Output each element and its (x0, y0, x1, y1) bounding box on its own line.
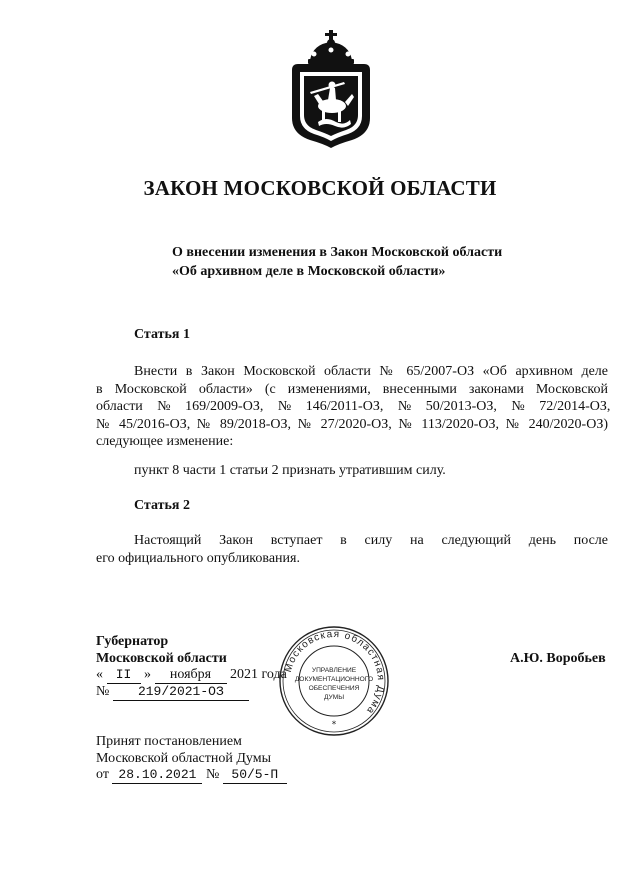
article-2-line-1: Настоящий Закон вступает в силу на следующий день после (134, 533, 608, 548)
governor-role-line-1: Губернатор (96, 634, 169, 649)
article-1-line-4: № 45/2016-ОЗ, № 89/2018-ОЗ, № 27/2020-ОЗ, № 113/2020-ОЗ, № 240/2020-ОЗ) (96, 416, 608, 432)
article-1-line-1: Внести в Закон Московской области № 65/2007-ОЗ «Об архивном деле (134, 364, 608, 379)
article-1-line-2: в Московской области» (с изменениями, внесенными законами Московской (96, 381, 608, 397)
article-1-line-5: следующее изменение: (96, 434, 234, 449)
adopted-date-prefix: от (96, 767, 109, 782)
stamp-ring-text: Московская областная Дума (282, 628, 387, 717)
article-2-heading: Статья 2 (134, 498, 190, 513)
date-year: 2021 года (230, 667, 287, 682)
adopted-resolution (96, 766, 287, 784)
subtitle-line-1: О внесении изменения в Закон Московской области (172, 245, 503, 260)
law-title: ЗАКОН МОСКОВСКОЙ ОБЛАСТИ (143, 176, 497, 200)
adopted-line-2: Московской областной Думы (96, 751, 271, 766)
date-day: II (107, 666, 141, 684)
date-month: ноября (155, 666, 227, 684)
article-1-item: пункт 8 части 1 статьи 2 признать утратившим силу. (134, 463, 446, 478)
subtitle-line-2: «Об архивном деле в Московской области» (172, 264, 446, 279)
law-number-value: 219/2021-ОЗ (113, 683, 249, 701)
official-stamp (278, 625, 390, 737)
signature-date (96, 666, 287, 684)
article-2-line-2: его официального опубликования. (96, 550, 300, 566)
svg-text:*: * (331, 720, 337, 730)
law-number-label: № (96, 684, 110, 699)
stamp-center-line-4: ДУМЫ (323, 694, 345, 701)
coat-of-arms-emblem (288, 30, 374, 148)
law-number (96, 683, 249, 701)
adopted-number-label: № (205, 767, 220, 782)
adopted-date: 28.10.2021 (112, 766, 202, 784)
adopted-line-1: Принят постановлением (96, 734, 242, 749)
date-open-quote: « (96, 667, 103, 682)
date-close-quote: » (144, 667, 151, 682)
governor-role-line-2: Московской области (96, 651, 227, 666)
stamp-center-line-3: ОБЕСПЕЧЕНИЯ (308, 685, 360, 692)
article-1-line-3: области № 169/2009-ОЗ, № 146/2011-ОЗ, № 50/2013-ОЗ, № 72/2014-ОЗ, (96, 399, 611, 414)
law-subtitle (172, 243, 502, 281)
stamp-center-line-2: ДОКУМЕНТАЦИОННОГО (294, 676, 374, 683)
adopted-number: 50/5-П (223, 766, 287, 784)
article-1-heading: Статья 1 (134, 327, 190, 342)
stamp-center-line-1: УПРАВЛЕНИЕ (311, 667, 357, 674)
governor-name: А.Ю. Воробьев (510, 651, 606, 666)
